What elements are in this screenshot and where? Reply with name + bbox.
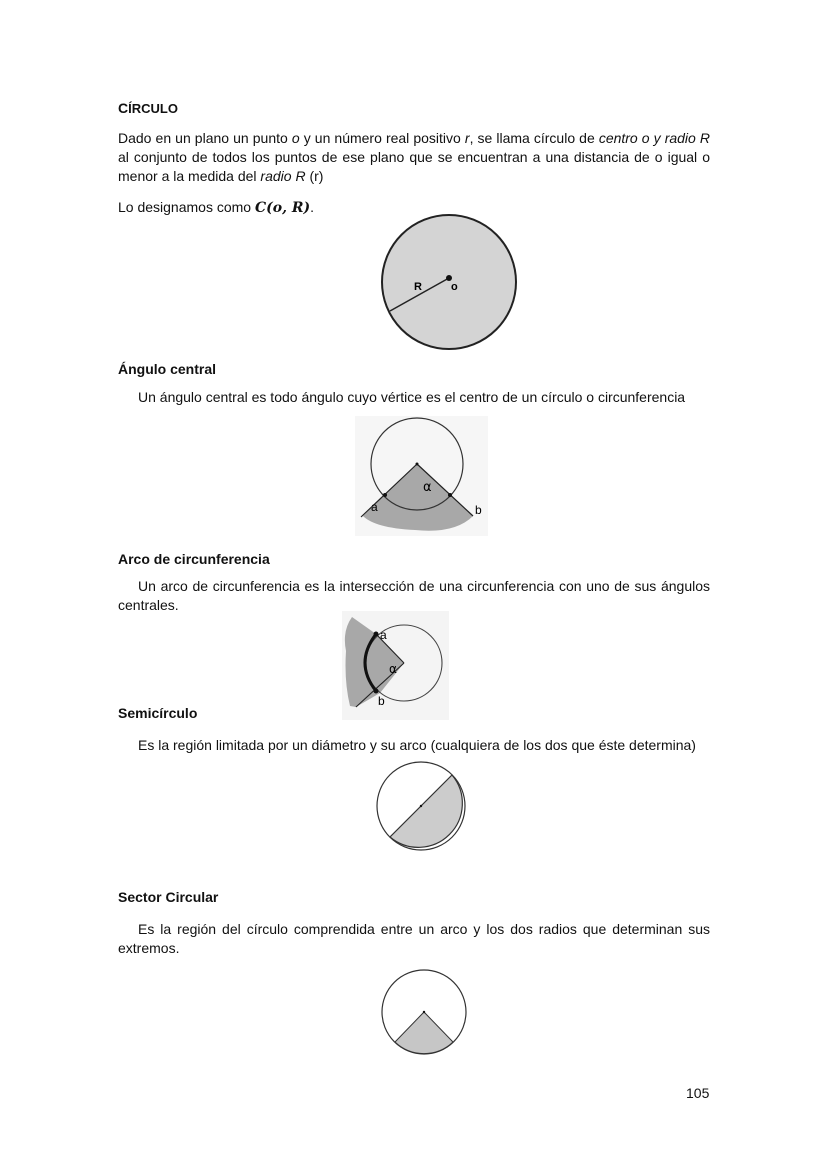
arco-definition: Un arco de circunferencia es la intersección de una circunferencia con uno de sus ángulos centrales. bbox=[118, 578, 710, 613]
center-label: o bbox=[451, 281, 458, 293]
arc-alpha-label: α bbox=[389, 662, 397, 676]
point-a-label: a bbox=[371, 500, 378, 514]
circulo-definition: Dado en un plano un punto o y un número real positivo r, se llama círculo de centro o y radio R al conjunto de todos los puntos de ese plano que se encuentran a una distancia de o igual o menor a la medida del radio R (r) bbox=[118, 130, 710, 184]
page-number: 105 bbox=[686, 1085, 710, 1101]
angulo-definition: Un ángulo central es todo ángulo cuyo vértice es el centro de un círculo o circunferencia bbox=[138, 389, 686, 405]
semicircle-figure bbox=[374, 760, 470, 856]
section-title-sector: Sector Circular bbox=[118, 889, 219, 905]
sector-definition: Es la región del círculo comprendida entre un arco y los dos radios que determinan sus extremos. bbox=[118, 921, 710, 956]
section-title-arco: Arco de circunferencia bbox=[118, 551, 270, 567]
sector-figure bbox=[379, 968, 469, 1058]
arc-point-b-label: b bbox=[378, 694, 385, 708]
circulo-notation: Lo designamos como C(o, R). bbox=[118, 199, 314, 216]
central-angle-figure bbox=[355, 416, 490, 538]
section-title-angulo: Ángulo central bbox=[118, 361, 217, 377]
arc-point-a-label: a bbox=[380, 628, 387, 642]
arc-figure bbox=[342, 611, 450, 721]
radius-label: R bbox=[414, 281, 422, 293]
section-title-circulo: CÍRCULO bbox=[118, 100, 178, 116]
section-title-semicirculo: Semicírculo bbox=[118, 705, 198, 721]
circle-figure bbox=[378, 212, 523, 357]
alpha-label: α bbox=[423, 480, 432, 495]
point-b-label: b bbox=[475, 503, 482, 517]
semicirculo-definition: Es la región limitada por un diámetro y su arco (cualquiera de los dos que éste determina) bbox=[138, 737, 696, 753]
